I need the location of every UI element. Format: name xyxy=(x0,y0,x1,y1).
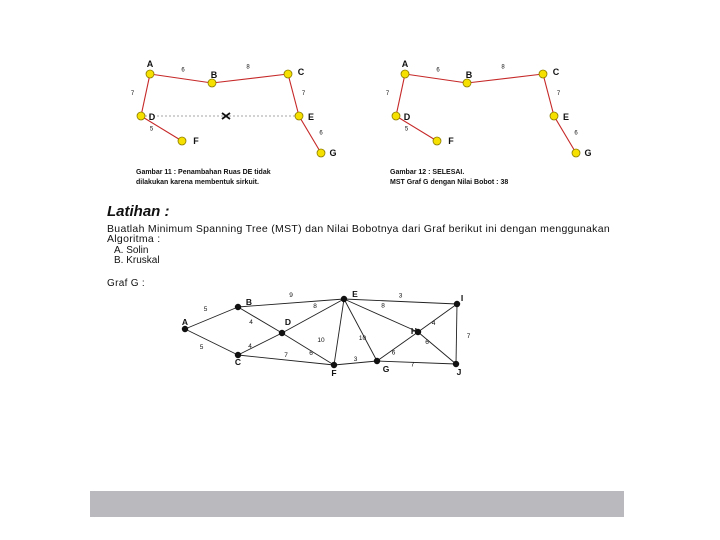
figure-12-caption-line1: Gambar 12 : SELESAI. xyxy=(390,169,465,176)
fig11-cut-mark-icon xyxy=(222,113,230,119)
graph-g-edge-bd xyxy=(238,307,282,333)
fig11-node-e xyxy=(295,112,303,120)
graph-g-diagram xyxy=(170,285,480,380)
graph-g-edge-hj xyxy=(418,332,456,364)
fig12-edge-weight-ad: 7 xyxy=(385,91,390,97)
graph-g-edge-weight-ab: 5 xyxy=(203,306,208,313)
fig12-edge-weight-bc: 8 xyxy=(501,64,505,71)
fig11-node-label-c: C xyxy=(297,67,305,77)
graph-g-node-d xyxy=(279,330,285,336)
graph-g-edge-gh xyxy=(377,332,418,361)
fig12-node-g xyxy=(572,149,580,157)
fig11-node-c xyxy=(284,70,292,78)
graph-g-edge-ef xyxy=(334,299,344,365)
fig11-edge-ad xyxy=(141,74,150,116)
graph-g-edge-weight-eg: 10 xyxy=(358,335,367,342)
fig12-node-label-d: D xyxy=(403,112,411,122)
fig11-edge-weight-df: 5 xyxy=(149,126,154,133)
graph-g-edge-hi xyxy=(418,304,457,332)
fig11-edge-ce xyxy=(288,74,299,116)
graph-g-label: Graf G : xyxy=(107,278,145,289)
graph-g-node-label-c: C xyxy=(234,357,242,367)
graph-g-node-label-g: G xyxy=(382,364,390,374)
graph-g-node-g xyxy=(374,358,380,364)
fig11-node-a xyxy=(146,70,154,78)
fig12-node-a xyxy=(401,70,409,78)
fig12-node-label-e: E xyxy=(562,112,570,122)
fig11-node-f xyxy=(178,137,186,145)
graph-g-edge-weight-gh: 6 xyxy=(391,349,396,357)
figure-11-graph xyxy=(115,55,355,165)
footer-bar xyxy=(90,491,624,517)
fig11-edge-weight-bc: 8 xyxy=(246,64,250,71)
exercise-heading: Latihan : xyxy=(107,203,170,220)
fig11-node-d xyxy=(137,112,145,120)
fig11-node-label-d: D xyxy=(148,112,156,122)
graph-g-node-b xyxy=(235,304,241,310)
graph-g-node-label-b: B xyxy=(245,297,253,307)
exercise-instruction: Buatlah Minimum Spanning Tree (MST) dan Nilai Bobotnya dari Graf berikut ini dengan menggunakan Algoritma : xyxy=(107,223,611,245)
figure-11-caption-line2: dilakukan karena membentuk sirkuit. xyxy=(136,179,259,186)
fig12-edge-bc xyxy=(467,74,543,83)
fig11-edge-weight-ad: 7 xyxy=(130,91,135,97)
option-b: B. Kruskal xyxy=(114,255,160,266)
graph-g-edge-weight-hi: 4 xyxy=(431,320,436,327)
graph-g-edge-weight-be: 9 xyxy=(289,292,293,299)
fig12-edge-weight-eg: 6 xyxy=(574,130,578,137)
fig12-edge-weight-ce: 7 xyxy=(556,91,561,97)
figure-12-caption xyxy=(390,168,508,188)
graph-g-node-label-d: D xyxy=(284,317,292,327)
graph-g-node-label-f: F xyxy=(331,368,337,378)
figure-11-caption xyxy=(136,168,271,188)
fig12-node-f xyxy=(433,137,441,145)
fig11-edge-weight-eg: 6 xyxy=(319,130,323,137)
figure-12-caption-line2: MST Graf G dengan Nilai Bobot : 38 xyxy=(390,179,509,186)
graph-g-node-i xyxy=(454,301,460,307)
fig11-edge-bc xyxy=(212,74,288,83)
fig12-edge-weight-ab: 6 xyxy=(436,67,440,74)
figure-11-caption-line1: Gambar 11 : Penambahan Ruas DE tidak xyxy=(136,169,271,176)
fig11-edge-weight-ce: 7 xyxy=(301,91,306,97)
graph-g-node-a xyxy=(182,326,188,332)
graph-g-edge-weight-cd: 4 xyxy=(248,343,252,350)
graph-g-edge-eg xyxy=(344,299,377,361)
graph-g-edge-weight-df: 6 xyxy=(309,350,313,357)
graph-g-edge-weight-fg: 3 xyxy=(353,356,358,363)
fig12-node-b xyxy=(463,79,471,87)
graph-g-edge-weight-de: 8 xyxy=(313,303,317,310)
graph-g-edge-ab xyxy=(185,307,238,329)
graph-g-edge-weight-eh: 8 xyxy=(381,302,385,310)
graph-g-edge-weight-gj: 7 xyxy=(410,361,415,369)
figure-12-graph xyxy=(370,55,610,165)
graph-g-node-f xyxy=(331,362,337,368)
graph-g-edge-ei xyxy=(344,299,457,304)
fig12-node-d xyxy=(392,112,400,120)
fig12-node-label-g: G xyxy=(584,148,592,158)
graph-g-edge-be xyxy=(238,299,344,307)
graph-g-node-label-e: E xyxy=(352,289,358,299)
fig12-edge-ce xyxy=(543,74,554,116)
fig12-edge-ab xyxy=(405,74,467,83)
fig11-node-label-f: F xyxy=(193,136,199,146)
graph-g-node-e xyxy=(341,296,347,302)
fig12-node-e xyxy=(550,112,558,120)
fig12-node-label-f: F xyxy=(448,136,454,146)
graph-g-edge-ij xyxy=(456,304,457,364)
fig12-node-label-a: A xyxy=(401,59,409,69)
graph-g-node-label-j: J xyxy=(456,367,462,377)
graph-g-node-label-a: A xyxy=(181,317,189,327)
fig11-node-label-g: G xyxy=(329,148,337,158)
fig11-edge-df xyxy=(141,116,182,141)
graph-g-node-label-i: I xyxy=(460,293,464,303)
fig12-node-label-b: B xyxy=(465,70,473,80)
fig11-node-label-b: B xyxy=(210,70,218,80)
fig11-node-label-a: A xyxy=(146,59,154,69)
graph-g-edge-ac xyxy=(185,329,238,355)
graph-g-node-label-h: H xyxy=(410,326,418,336)
fig11-node-label-e: E xyxy=(307,112,315,122)
fig11-edge-weight-ab: 6 xyxy=(181,67,185,74)
fig11-node-g xyxy=(317,149,325,157)
graph-g-edge-weight-cf: 7 xyxy=(284,352,288,359)
graph-g-node-j xyxy=(453,361,459,367)
fig12-node-label-c: C xyxy=(552,67,560,77)
graph-g-edge-weight-bd: 4 xyxy=(249,319,253,326)
graph-g-edge-weight-ei: 3 xyxy=(398,292,403,300)
fig12-edge-weight-df: 5 xyxy=(404,126,409,133)
fig12-node-c xyxy=(539,70,547,78)
graph-g-edge-weight-ij: 7 xyxy=(466,333,471,340)
fig12-edge-ad xyxy=(396,74,405,116)
option-a: A. Solin xyxy=(114,245,149,256)
graph-g-edge-cd xyxy=(238,333,282,355)
fig11-node-b xyxy=(208,79,216,87)
fig11-edge-ab xyxy=(150,74,212,83)
graph-g-edge-weight-hj: 6 xyxy=(425,339,429,346)
graph-g-edge-weight-ef: 10 xyxy=(317,337,325,344)
fig12-edge-df xyxy=(396,116,437,141)
graph-g-edge-weight-ac: 5 xyxy=(199,344,204,351)
